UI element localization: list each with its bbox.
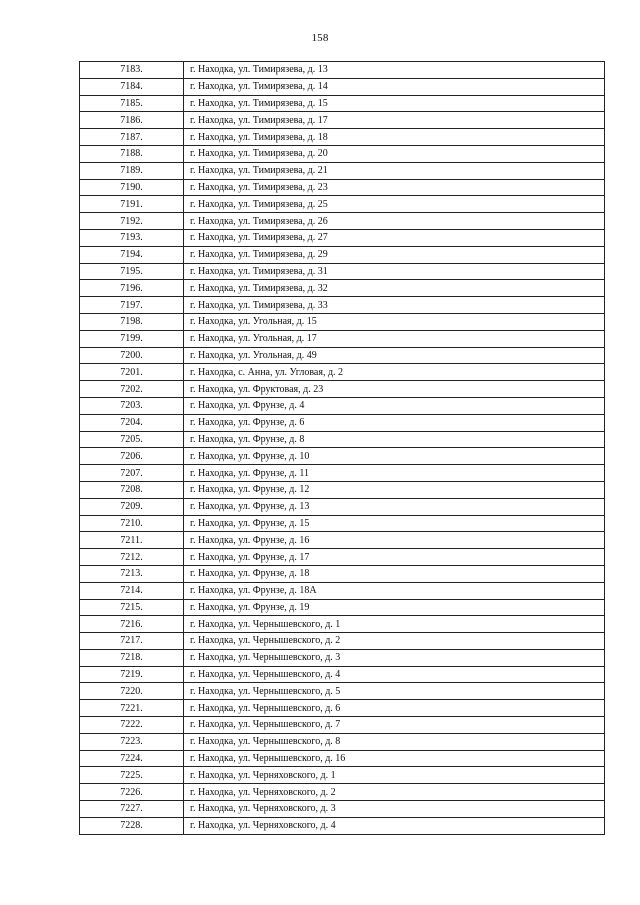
table-row	[80, 666, 605, 683]
address-cell: г. Находка, ул. Угольная, д. 17	[184, 330, 605, 347]
row-number-cell: 7219.	[80, 666, 184, 683]
address-cell: г. Находка, ул. Тимирязева, д. 13	[184, 62, 605, 79]
row-number-cell: 7215.	[80, 599, 184, 616]
address-cell: г. Находка, ул. Чернышевского, д. 4	[184, 666, 605, 683]
address-cell: г. Находка, ул. Тимирязева, д. 31	[184, 263, 605, 280]
address-cell: г. Находка, ул. Черняховского, д. 1	[184, 767, 605, 784]
address-cell: г. Находка, ул. Чернышевского, д. 16	[184, 750, 605, 767]
address-cell: г. Находка, ул. Черняховского, д. 4	[184, 817, 605, 834]
row-number-cell: 7217.	[80, 633, 184, 650]
address-cell: г. Находка, ул. Тимирязева, д. 27	[184, 229, 605, 246]
address-cell: г. Находка, ул. Чернышевского, д. 3	[184, 649, 605, 666]
row-number-cell: 7205.	[80, 431, 184, 448]
row-number-cell: 7192.	[80, 213, 184, 230]
table-row	[80, 498, 605, 515]
table-row	[80, 246, 605, 263]
table-row	[80, 784, 605, 801]
row-number-cell: 7203.	[80, 397, 184, 414]
table-row	[80, 229, 605, 246]
address-cell: г. Находка, ул. Чернышевского, д. 7	[184, 717, 605, 734]
table-row	[80, 196, 605, 213]
address-cell: г. Находка, ул. Фрунзе, д. 10	[184, 448, 605, 465]
address-cell: г. Находка, ул. Фрунзе, д. 12	[184, 481, 605, 498]
row-number-cell: 7220.	[80, 683, 184, 700]
table-row	[80, 465, 605, 482]
row-number-cell: 7188.	[80, 145, 184, 162]
row-number-cell: 7214.	[80, 582, 184, 599]
table-row	[80, 448, 605, 465]
row-number-cell: 7202.	[80, 381, 184, 398]
address-cell: г. Находка, ул. Фрунзе, д. 6	[184, 414, 605, 431]
row-number-cell: 7187.	[80, 129, 184, 146]
table-row	[80, 683, 605, 700]
row-number-cell: 7193.	[80, 229, 184, 246]
row-number-cell: 7227.	[80, 801, 184, 818]
address-cell: г. Находка, ул. Фрунзе, д. 18А	[184, 582, 605, 599]
row-number-cell: 7190.	[80, 179, 184, 196]
address-cell: г. Находка, ул. Тимирязева, д. 32	[184, 280, 605, 297]
row-number-cell: 7213.	[80, 565, 184, 582]
address-cell: г. Находка, ул. Фрунзе, д. 11	[184, 465, 605, 482]
table-row	[80, 431, 605, 448]
address-cell: г. Находка, ул. Фрунзе, д. 19	[184, 599, 605, 616]
row-number-cell: 7197.	[80, 297, 184, 314]
table-body	[80, 62, 605, 835]
row-number-cell: 7198.	[80, 313, 184, 330]
row-number-cell: 7208.	[80, 481, 184, 498]
table-row	[80, 397, 605, 414]
row-number-cell: 7223.	[80, 733, 184, 750]
address-cell: г. Находка, ул. Тимирязева, д. 14	[184, 78, 605, 95]
row-number-cell: 7212.	[80, 549, 184, 566]
row-number-cell: 7209.	[80, 498, 184, 515]
row-number-cell: 7207.	[80, 465, 184, 482]
address-cell: г. Находка, ул. Тимирязева, д. 17	[184, 112, 605, 129]
table-row	[80, 78, 605, 95]
table-row	[80, 700, 605, 717]
address-cell: г. Находка, ул. Черняховского, д. 3	[184, 801, 605, 818]
address-cell: г. Находка, ул. Тимирязева, д. 26	[184, 213, 605, 230]
row-number-cell: 7225.	[80, 767, 184, 784]
address-cell: г. Находка, ул. Тимирязева, д. 21	[184, 162, 605, 179]
row-number-cell: 7206.	[80, 448, 184, 465]
table-row	[80, 313, 605, 330]
table-row	[80, 112, 605, 129]
row-number-cell: 7191.	[80, 196, 184, 213]
table-row	[80, 532, 605, 549]
table-row	[80, 162, 605, 179]
table-row	[80, 179, 605, 196]
table-row	[80, 297, 605, 314]
table-row	[80, 145, 605, 162]
table-row	[80, 62, 605, 79]
table-row	[80, 129, 605, 146]
table-row	[80, 733, 605, 750]
address-cell: г. Находка, ул. Фрунзе, д. 8	[184, 431, 605, 448]
address-cell: г. Находка, ул. Чернышевского, д. 6	[184, 700, 605, 717]
row-number-cell: 7216.	[80, 616, 184, 633]
address-cell: г. Находка, ул. Чернышевского, д. 8	[184, 733, 605, 750]
row-number-cell: 7210.	[80, 515, 184, 532]
table-row	[80, 767, 605, 784]
table-row	[80, 213, 605, 230]
address-cell: г. Находка, ул. Тимирязева, д. 33	[184, 297, 605, 314]
row-number-cell: 7183.	[80, 62, 184, 79]
address-cell: г. Находка, ул. Чернышевского, д. 1	[184, 616, 605, 633]
row-number-cell: 7224.	[80, 750, 184, 767]
row-number-cell: 7185.	[80, 95, 184, 112]
row-number-cell: 7199.	[80, 330, 184, 347]
address-cell: г. Находка, ул. Тимирязева, д. 20	[184, 145, 605, 162]
row-number-cell: 7221.	[80, 700, 184, 717]
table-row	[80, 263, 605, 280]
address-cell: г. Находка, ул. Фрунзе, д. 16	[184, 532, 605, 549]
row-number-cell: 7184.	[80, 78, 184, 95]
row-number-cell: 7196.	[80, 280, 184, 297]
table-row	[80, 599, 605, 616]
address-cell: г. Находка, ул. Тимирязева, д. 18	[184, 129, 605, 146]
address-cell: г. Находка, ул. Угольная, д. 15	[184, 313, 605, 330]
address-cell: г. Находка, ул. Черняховского, д. 2	[184, 784, 605, 801]
row-number-cell: 7186.	[80, 112, 184, 129]
address-cell: г. Находка, ул. Тимирязева, д. 29	[184, 246, 605, 263]
row-number-cell: 7204.	[80, 414, 184, 431]
table-row	[80, 515, 605, 532]
table-row	[80, 750, 605, 767]
table-row	[80, 481, 605, 498]
table-row	[80, 381, 605, 398]
row-number-cell: 7211.	[80, 532, 184, 549]
address-cell: г. Находка, ул. Фрунзе, д. 18	[184, 565, 605, 582]
row-number-cell: 7200.	[80, 347, 184, 364]
address-cell: г. Находка, ул. Фруктовая, д. 23	[184, 381, 605, 398]
row-number-cell: 7218.	[80, 649, 184, 666]
table-row	[80, 616, 605, 633]
table-row	[80, 414, 605, 431]
table-row	[80, 582, 605, 599]
table-row	[80, 649, 605, 666]
table-row	[80, 717, 605, 734]
address-cell: г. Находка, ул. Чернышевского, д. 5	[184, 683, 605, 700]
address-cell: г. Находка, ул. Фрунзе, д. 15	[184, 515, 605, 532]
address-cell: г. Находка, ул. Тимирязева, д. 25	[184, 196, 605, 213]
row-number-cell: 7222.	[80, 717, 184, 734]
address-cell: г. Находка, с. Анна, ул. Угловая, д. 2	[184, 364, 605, 381]
address-cell: г. Находка, ул. Фрунзе, д. 4	[184, 397, 605, 414]
row-number-cell: 7195.	[80, 263, 184, 280]
address-registry-table	[79, 61, 605, 835]
row-number-cell: 7194.	[80, 246, 184, 263]
table-row	[80, 817, 605, 834]
table-row	[80, 330, 605, 347]
address-cell: г. Находка, ул. Угольная, д. 49	[184, 347, 605, 364]
table-row	[80, 347, 605, 364]
row-number-cell: 7201.	[80, 364, 184, 381]
table-row	[80, 633, 605, 650]
table-row	[80, 280, 605, 297]
row-number-cell: 7226.	[80, 784, 184, 801]
table-row	[80, 801, 605, 818]
table-row	[80, 364, 605, 381]
address-cell: г. Находка, ул. Чернышевского, д. 2	[184, 633, 605, 650]
page-number: 158	[311, 32, 329, 44]
row-number-cell: 7189.	[80, 162, 184, 179]
address-cell: г. Находка, ул. Фрунзе, д. 17	[184, 549, 605, 566]
table-row	[80, 95, 605, 112]
table-row	[80, 549, 605, 566]
address-cell: г. Находка, ул. Фрунзе, д. 13	[184, 498, 605, 515]
address-cell: г. Находка, ул. Тимирязева, д. 15	[184, 95, 605, 112]
address-cell: г. Находка, ул. Тимирязева, д. 23	[184, 179, 605, 196]
row-number-cell: 7228.	[80, 817, 184, 834]
table-row	[80, 565, 605, 582]
